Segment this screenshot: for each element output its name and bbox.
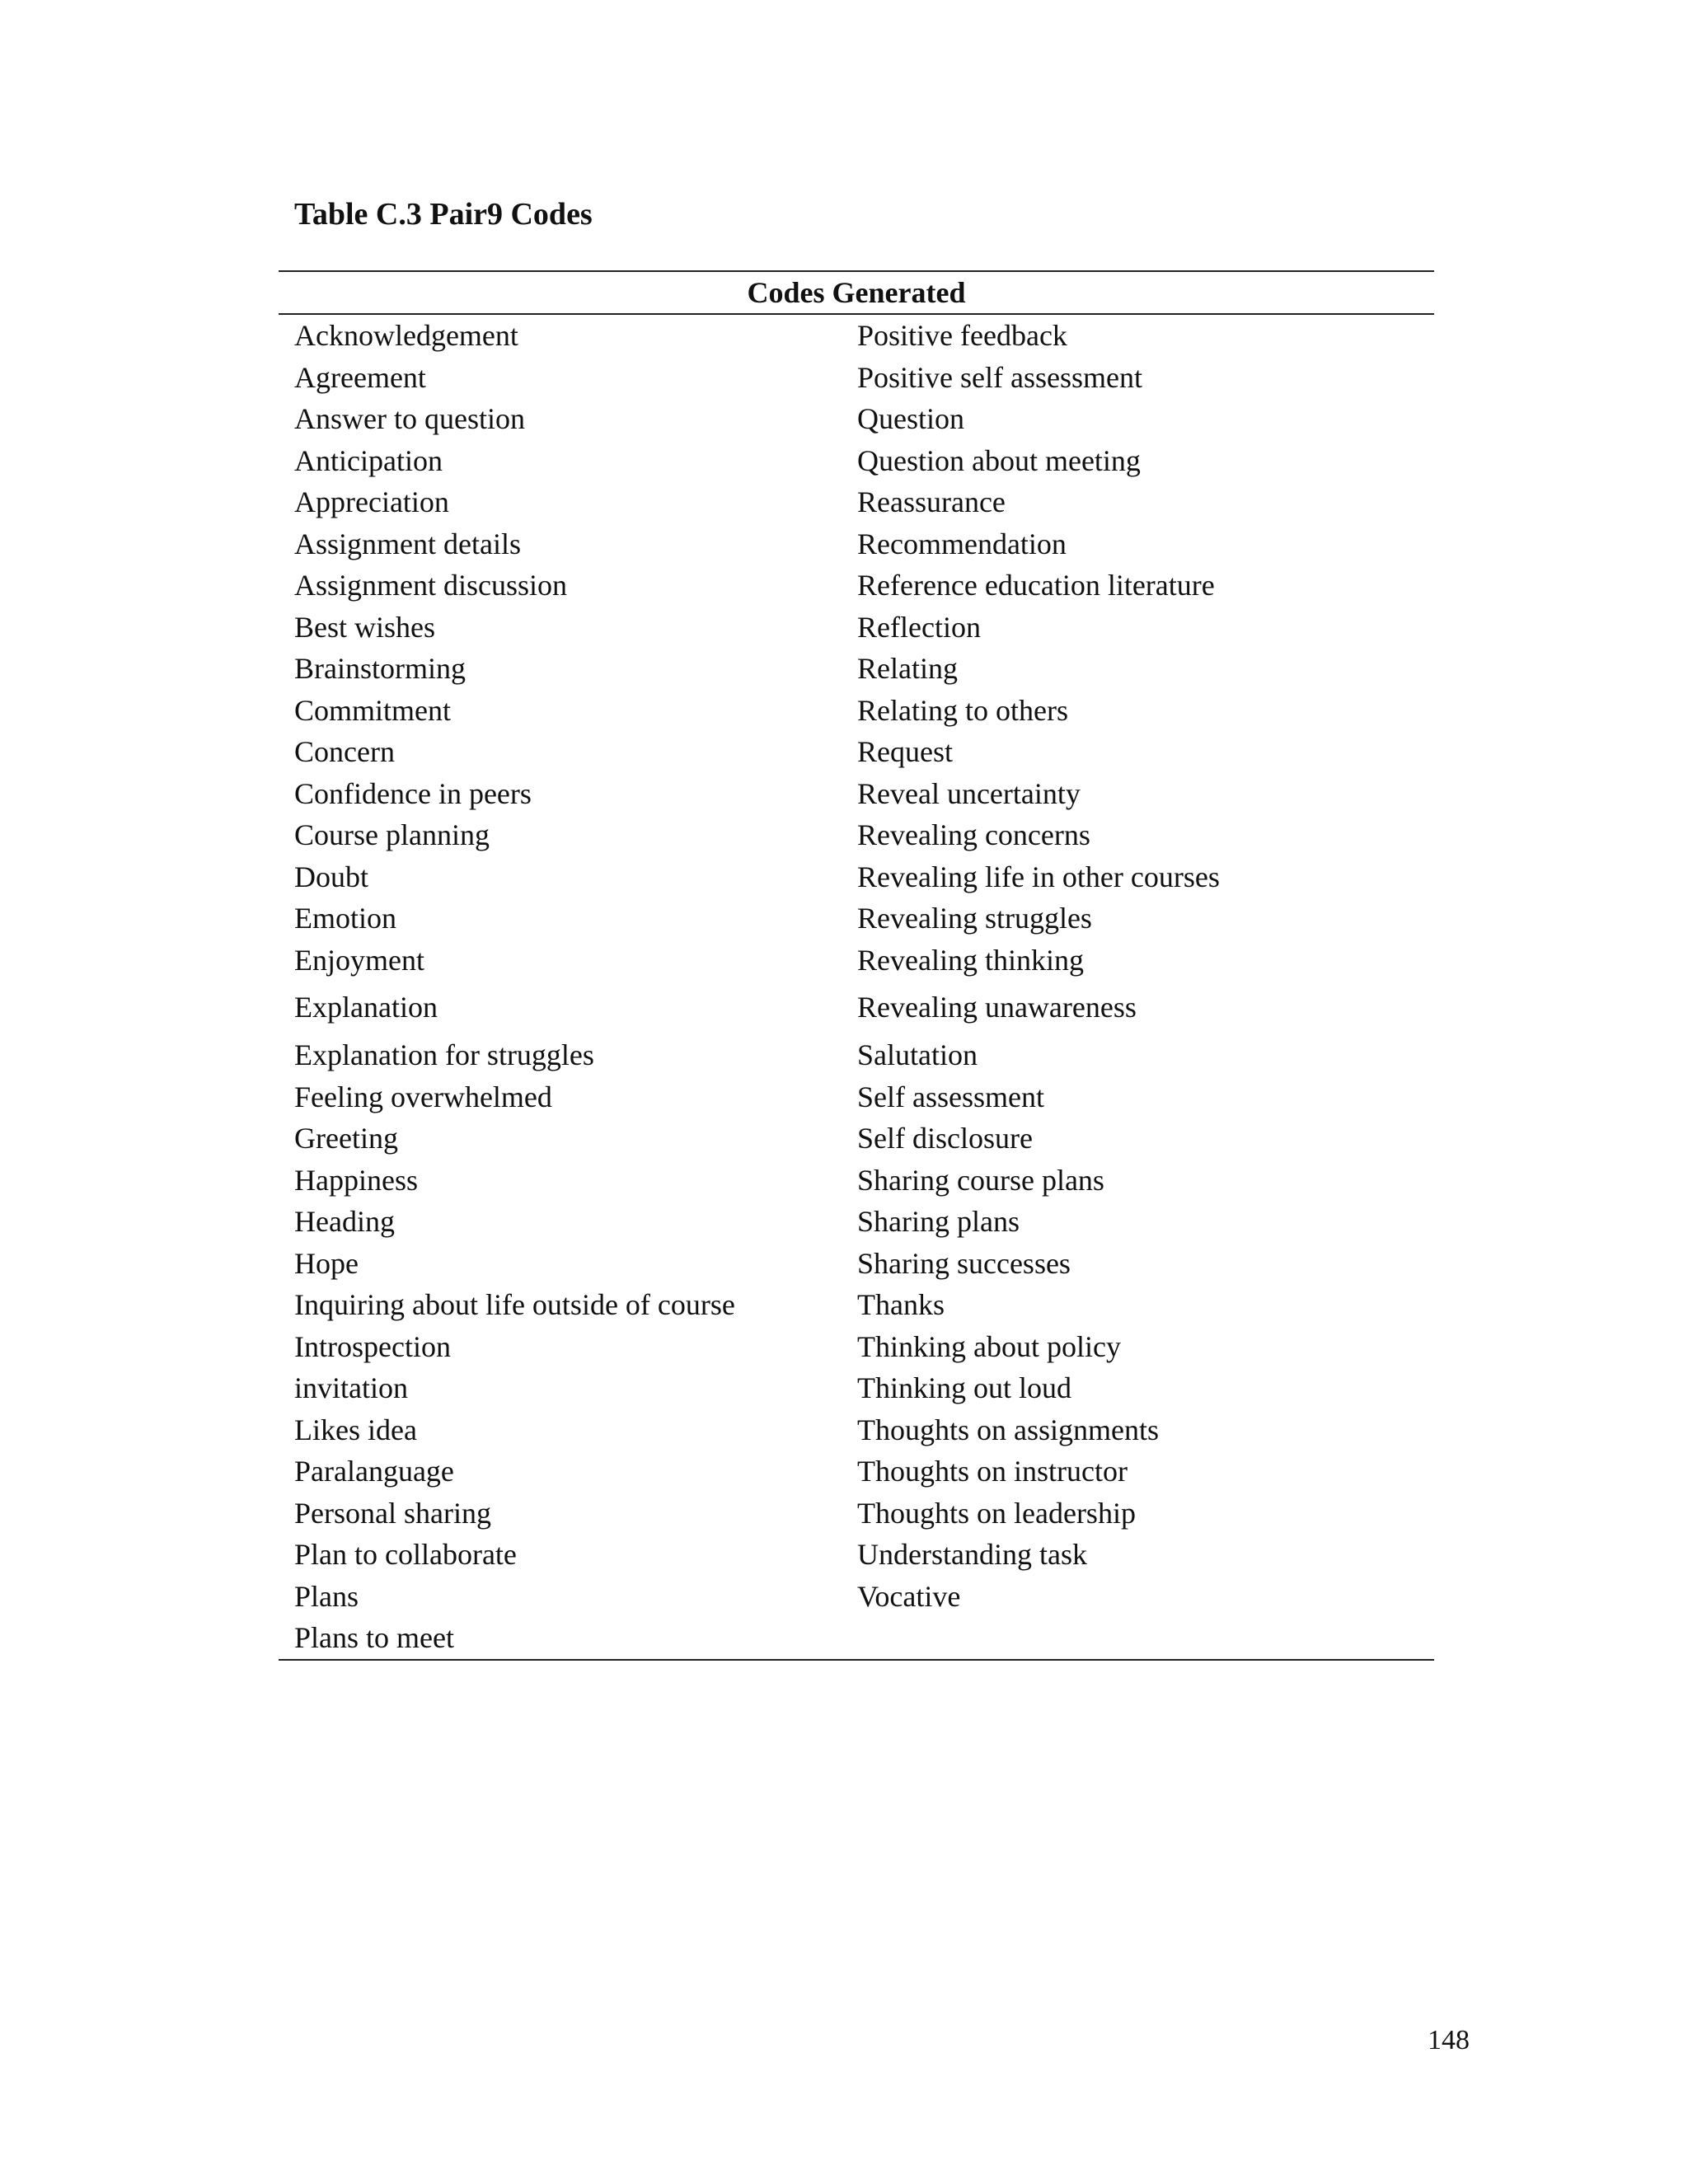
table-row bbox=[279, 315, 1434, 357]
code-right: Salutation bbox=[857, 1038, 978, 1071]
table-row bbox=[279, 1409, 1434, 1451]
code-right: Revealing life in other courses bbox=[857, 860, 1220, 893]
code-left: Likes idea bbox=[294, 1413, 417, 1446]
code-right: Question bbox=[857, 402, 964, 435]
table-row bbox=[279, 357, 1434, 399]
code-left: Introspection bbox=[294, 1329, 451, 1363]
code-right: Positive feedback bbox=[857, 319, 1067, 352]
table-row bbox=[279, 898, 1434, 940]
code-right: Question about meeting bbox=[857, 443, 1141, 477]
code-left: Hope bbox=[294, 1246, 359, 1280]
table-row bbox=[279, 940, 1434, 982]
table-row bbox=[279, 648, 1434, 690]
codes-table bbox=[279, 270, 1434, 1661]
code-left: Greeting bbox=[294, 1122, 398, 1155]
table-row bbox=[279, 607, 1434, 649]
code-left: Brainstorming bbox=[294, 652, 466, 685]
code-left: Inquiring about life outside of course bbox=[294, 1288, 735, 1321]
table-row bbox=[279, 1451, 1434, 1493]
code-right: Thoughts on leadership bbox=[857, 1496, 1136, 1530]
code-left: Plans bbox=[294, 1579, 359, 1613]
code-left: Emotion bbox=[294, 902, 396, 935]
table-row bbox=[279, 856, 1434, 898]
code-right: Reflection bbox=[857, 610, 981, 644]
code-right: Thinking out loud bbox=[857, 1371, 1071, 1404]
code-right: Sharing plans bbox=[857, 1205, 1020, 1238]
table-row bbox=[279, 1493, 1434, 1535]
code-right: Thinking about policy bbox=[857, 1329, 1121, 1363]
code-right: Understanding task bbox=[857, 1538, 1087, 1571]
table-row bbox=[279, 1076, 1434, 1118]
code-left: Course planning bbox=[294, 818, 490, 851]
code-right: Self assessment bbox=[857, 1080, 1044, 1113]
code-left: Plans to meet bbox=[294, 1621, 454, 1654]
table-row bbox=[279, 523, 1434, 565]
code-right: Revealing struggles bbox=[857, 902, 1092, 935]
code-left: Anticipation bbox=[294, 443, 443, 477]
code-right: Reveal uncertainty bbox=[857, 776, 1081, 810]
table-row bbox=[279, 1617, 1434, 1659]
table-row bbox=[279, 1534, 1434, 1576]
code-right bbox=[857, 1617, 1434, 1659]
table-row bbox=[279, 1284, 1434, 1326]
table-bottom-rule bbox=[279, 1659, 1434, 1661]
table-row bbox=[279, 773, 1434, 815]
table-row bbox=[279, 1160, 1434, 1202]
code-left: Plan to collaborate bbox=[294, 1538, 517, 1571]
table-row bbox=[279, 565, 1434, 607]
code-right: Self disclosure bbox=[857, 1122, 1033, 1155]
code-left: Answer to question bbox=[294, 402, 525, 435]
code-left: Feeling overwhelmed bbox=[294, 1080, 552, 1113]
code-right: Recommendation bbox=[857, 527, 1067, 560]
code-left: Explanation bbox=[294, 991, 438, 1024]
code-right: Relating to others bbox=[857, 693, 1068, 727]
code-right: Sharing successes bbox=[857, 1246, 1071, 1280]
table-row bbox=[279, 1034, 1434, 1076]
code-left: Doubt bbox=[294, 860, 368, 893]
code-left: Personal sharing bbox=[294, 1496, 491, 1530]
table-row bbox=[279, 981, 1434, 1034]
code-left: Acknowledgement bbox=[294, 319, 518, 352]
code-left: Happiness bbox=[294, 1163, 418, 1197]
table-row bbox=[279, 1118, 1434, 1160]
table-title: Table C.3 Pair9 Codes bbox=[294, 197, 593, 232]
code-right: Sharing course plans bbox=[857, 1163, 1104, 1197]
table-row bbox=[279, 1326, 1434, 1368]
code-right: Thoughts on assignments bbox=[857, 1413, 1159, 1446]
table-row bbox=[279, 1243, 1434, 1285]
code-left: Explanation for struggles bbox=[294, 1038, 594, 1071]
table-row bbox=[279, 1201, 1434, 1243]
table-row bbox=[279, 690, 1434, 732]
code-left: Appreciation bbox=[294, 485, 449, 518]
code-right: Reference education literature bbox=[857, 569, 1215, 602]
code-right: Reassurance bbox=[857, 485, 1006, 518]
code-left: Commitment bbox=[294, 693, 452, 727]
table-row bbox=[279, 440, 1434, 482]
code-left: Assignment discussion bbox=[294, 569, 568, 602]
code-left: Paralanguage bbox=[294, 1455, 454, 1488]
page-number: 148 bbox=[1428, 2025, 1470, 2055]
code-right: Relating bbox=[857, 652, 958, 685]
code-left: Enjoyment bbox=[294, 943, 424, 977]
code-left: Confidence in peers bbox=[294, 776, 532, 810]
code-right: Revealing concerns bbox=[857, 818, 1090, 851]
code-right: Revealing thinking bbox=[857, 943, 1084, 977]
code-right: Request bbox=[857, 735, 953, 768]
code-right: Vocative bbox=[857, 1579, 961, 1613]
code-right: Thoughts on instructor bbox=[857, 1455, 1128, 1488]
table-header: Codes Generated bbox=[747, 276, 966, 309]
code-right: Revealing unawareness bbox=[857, 991, 1137, 1024]
code-left: invitation bbox=[294, 1371, 408, 1404]
table-body bbox=[279, 315, 1434, 1659]
table-row bbox=[279, 481, 1434, 523]
code-right: Thanks bbox=[857, 1288, 945, 1321]
table-row bbox=[279, 398, 1434, 440]
table-row bbox=[279, 731, 1434, 773]
table-row bbox=[279, 1367, 1434, 1409]
table-row bbox=[279, 814, 1434, 856]
code-left: Best wishes bbox=[294, 610, 435, 644]
code-left: Concern bbox=[294, 735, 395, 768]
code-left: Agreement bbox=[294, 360, 426, 394]
table-row bbox=[279, 1576, 1434, 1618]
code-right: Positive self assessment bbox=[857, 360, 1142, 394]
code-left: Assignment details bbox=[294, 527, 521, 560]
code-left: Heading bbox=[294, 1205, 395, 1238]
